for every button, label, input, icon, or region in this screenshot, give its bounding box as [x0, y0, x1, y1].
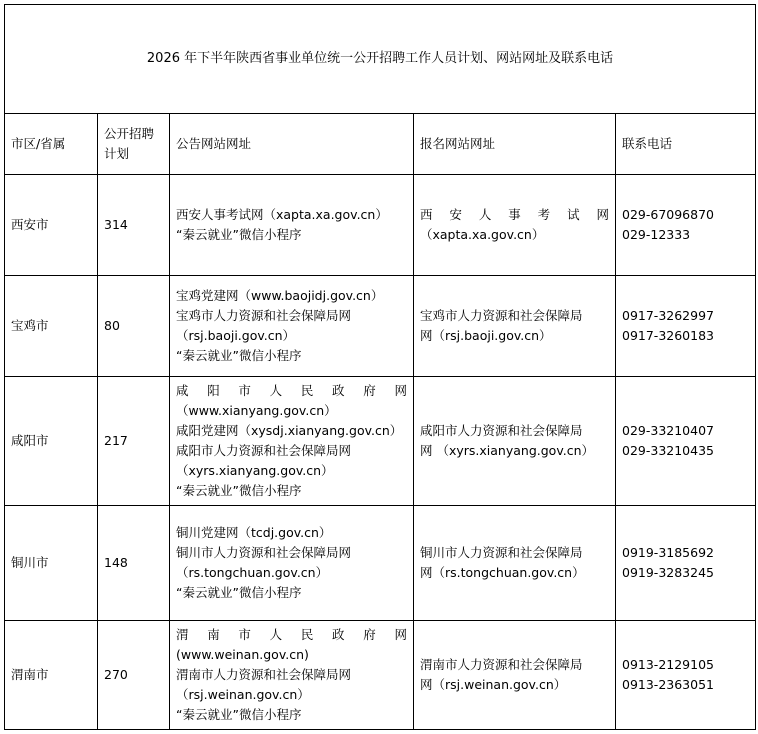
- city-cell: 西安市: [5, 175, 98, 276]
- table-row: [5, 175, 756, 276]
- notice-site-line: （rsj.baoji.gov.cn）: [176, 328, 296, 343]
- register-site-line: 网 （xyrs.xianyang.gov.cn）: [420, 443, 595, 458]
- phone-number: 0913-2129105: [622, 657, 714, 672]
- register-site-cell: [414, 506, 616, 621]
- phone-number: 0913-2363051: [622, 677, 714, 692]
- notice-site-line: 宝鸡党建网（www.baojidj.gov.cn）: [176, 288, 384, 303]
- header-plan-line2: 计划: [104, 146, 130, 161]
- notice-site-line: 宝鸡市人力资源和社会保障局网: [176, 308, 352, 323]
- table-row: [5, 377, 756, 506]
- phone-number: 029-33210435: [622, 443, 714, 458]
- notice-site-line: （rs.tongchuan.gov.cn）: [176, 565, 329, 580]
- notice-site-cell: [170, 175, 414, 276]
- notice-site-cell: [170, 621, 414, 730]
- phone-cell: [616, 175, 756, 276]
- phone-number: 0919-3283245: [622, 565, 714, 580]
- notice-site-line: 西安人事考试网（xapta.xa.gov.cn）: [176, 207, 388, 222]
- city-cell: 宝鸡市: [5, 276, 98, 377]
- header-city: 市区/省属: [5, 114, 98, 175]
- notice-site-cell: [170, 377, 414, 506]
- register-site-line: 铜川市人力资源和社会保障局: [420, 545, 583, 560]
- table-row: [5, 621, 756, 730]
- table-row: [5, 506, 756, 621]
- header-notice-site: 公告网站网址: [170, 114, 414, 175]
- phone-number: 029-67096870: [622, 207, 714, 222]
- register-site-line: 咸阳市人力资源和社会保障局: [420, 423, 583, 438]
- header-phone: 联系电话: [616, 114, 756, 175]
- notice-site-line: （rsj.weinan.gov.cn）: [176, 687, 310, 702]
- notice-site-line: “秦云就业”微信小程序: [176, 585, 302, 600]
- notice-site-line: 咸 阳 市 人 民 政 府 网: [176, 383, 407, 398]
- notice-site-line: “秦云就业”微信小程序: [176, 483, 302, 498]
- notice-site-line: 咸阳党建网（xysdj.xianyang.gov.cn）: [176, 423, 403, 438]
- phone-number: 029-33210407: [622, 423, 714, 438]
- city-cell: 咸阳市: [5, 377, 98, 506]
- notice-site-line: 铜川党建网（tcdj.gov.cn）: [176, 525, 332, 540]
- register-site-cell: [414, 276, 616, 377]
- notice-site-line: 铜川市人力资源和社会保障局网: [176, 545, 352, 560]
- table-title: 2026 年下半年陕西省事业单位统一公开招聘工作人员计划、网站网址及联系电话: [5, 5, 756, 114]
- register-site-line: 西 安 人 事 考 试 网: [420, 207, 609, 222]
- plan-cell: 314: [98, 175, 170, 276]
- notice-site-line: 渭南市人力资源和社会保障局网: [176, 667, 352, 682]
- register-site-cell: [414, 377, 616, 506]
- table-row: [5, 276, 756, 377]
- notice-site-line: (www.weinan.gov.cn): [176, 647, 309, 662]
- phone-cell: [616, 377, 756, 506]
- notice-site-line: “秦云就业”微信小程序: [176, 227, 302, 242]
- phone-cell: [616, 506, 756, 621]
- phone-number: 029-12333: [622, 227, 691, 242]
- phone-number: 0917-3260183: [622, 328, 714, 343]
- notice-site-line: “秦云就业”微信小程序: [176, 707, 302, 722]
- phone-number: 0919-3185692: [622, 545, 714, 560]
- notice-site-line: 渭 南 市 人 民 政 府 网: [176, 627, 407, 642]
- header-row: [5, 114, 756, 175]
- notice-site-line: “秦云就业”微信小程序: [176, 348, 302, 363]
- register-site-line: 网（rsj.baoji.gov.cn）: [420, 328, 552, 343]
- phone-number: 0917-3262997: [622, 308, 714, 323]
- phone-cell: [616, 621, 756, 730]
- register-site-line: 网（rs.tongchuan.gov.cn）: [420, 565, 585, 580]
- header-plan-line1: 公开招聘: [104, 126, 155, 141]
- header-plan: [98, 114, 170, 175]
- city-cell: 渭南市: [5, 621, 98, 730]
- plan-cell: 80: [98, 276, 170, 377]
- register-site-line: 网（rsj.weinan.gov.cn）: [420, 677, 567, 692]
- city-cell: 铜川市: [5, 506, 98, 621]
- register-site-cell: [414, 621, 616, 730]
- notice-site-line: 咸阳市人力资源和社会保障局网: [176, 443, 352, 458]
- register-site-line: 渭南市人力资源和社会保障局: [420, 657, 583, 672]
- notice-site-line: （xyrs.xianyang.gov.cn）: [176, 463, 334, 478]
- register-site-line: （xapta.xa.gov.cn）: [420, 227, 545, 242]
- plan-cell: 148: [98, 506, 170, 621]
- header-register-site: 报名网站网址: [414, 114, 616, 175]
- register-site-cell: [414, 175, 616, 276]
- notice-site-cell: [170, 276, 414, 377]
- recruitment-table: [4, 4, 756, 730]
- register-site-line: 宝鸡市人力资源和社会保障局: [420, 308, 583, 323]
- notice-site-line: （www.xianyang.gov.cn）: [176, 403, 337, 418]
- notice-site-cell: [170, 506, 414, 621]
- plan-cell: 270: [98, 621, 170, 730]
- phone-cell: [616, 276, 756, 377]
- plan-cell: 217: [98, 377, 170, 506]
